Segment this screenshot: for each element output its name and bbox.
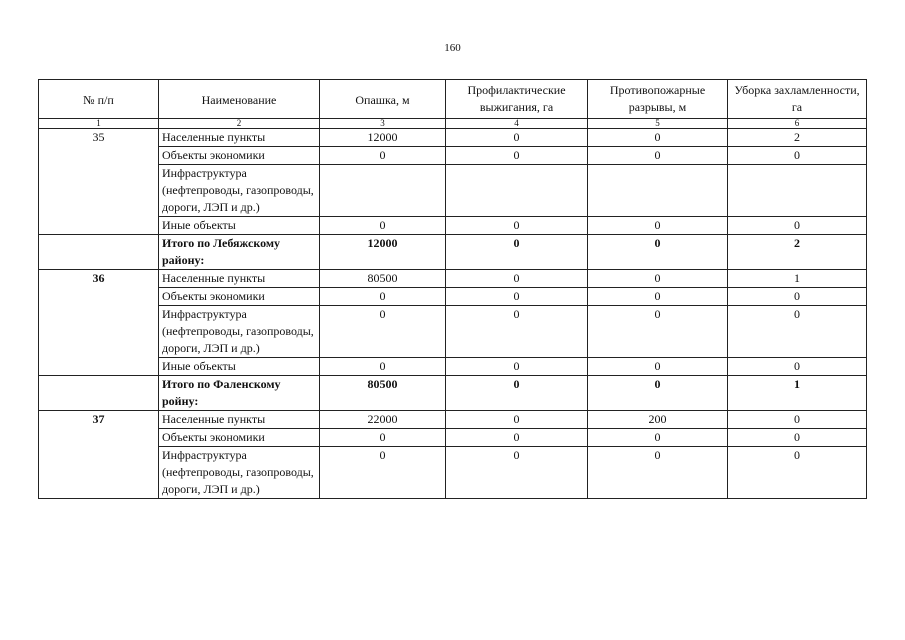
burning-cell: 0 [446,447,588,499]
plowing-cell: 0 [320,147,446,165]
total-name: Итого по Фаленскому ройну: [159,376,320,411]
firebreaks-cell: 0 [588,147,728,165]
column-number: 4 [446,119,588,129]
header-row [39,80,867,119]
column-number: 2 [159,119,320,129]
table-row [39,270,867,288]
plowing-cell: 0 [320,217,446,235]
plowing-cell: 0 [320,358,446,376]
row-name: Инфраструктура (нефтепроводы, газопроводы, дороги, ЛЭП и др.) [159,165,320,217]
burning-cell: 0 [446,429,588,447]
firebreaks-cell: 0 [588,306,728,358]
header-plowing: Опашка, м [320,80,446,119]
cleanup-cell: 2 [728,235,867,270]
cleanup-cell [728,165,867,217]
row-number: 37 [39,411,159,499]
table-row [39,447,867,499]
burning-cell: 0 [446,358,588,376]
row-name: Населенные пункты [159,129,320,147]
row-name: Инфраструктура (нефтепроводы, газопроводы, дороги, ЛЭП и др.) [159,306,320,358]
cleanup-cell: 2 [728,129,867,147]
burning-cell: 0 [446,270,588,288]
row-name: Населенные пункты [159,411,320,429]
table-row [39,217,867,235]
firebreaks-cell: 0 [588,235,728,270]
header-number: № п/п [39,80,159,119]
header-name: Наименование [159,80,320,119]
burning-cell: 0 [446,217,588,235]
cleanup-cell: 0 [728,358,867,376]
plowing-cell: 12000 [320,129,446,147]
fire-prevention-table [38,79,867,499]
plowing-cell: 12000 [320,235,446,270]
row-number [39,376,159,411]
plowing-cell: 22000 [320,411,446,429]
plowing-cell: 0 [320,429,446,447]
burning-cell: 0 [446,147,588,165]
plowing-cell: 80500 [320,270,446,288]
row-number: 36 [39,270,159,376]
burning-cell: 0 [446,376,588,411]
row-name: Объекты экономики [159,288,320,306]
cleanup-cell: 0 [728,447,867,499]
firebreaks-cell: 200 [588,411,728,429]
burning-cell [446,165,588,217]
row-number [39,235,159,270]
column-number-row [39,119,867,129]
table-row [39,429,867,447]
column-number: 1 [39,119,159,129]
burning-cell: 0 [446,306,588,358]
table-row [39,411,867,429]
table-row [39,288,867,306]
row-name: Объекты экономики [159,147,320,165]
plowing-cell: 0 [320,306,446,358]
cleanup-cell: 0 [728,147,867,165]
header-cleanup: Уборка захламленности, га [728,80,867,119]
total-row [39,235,867,270]
burning-cell: 0 [446,235,588,270]
row-name: Иные объекты [159,358,320,376]
table-row [39,129,867,147]
firebreaks-cell: 0 [588,358,728,376]
total-name: Итого по Лебяжскому району: [159,235,320,270]
firebreaks-cell: 0 [588,429,728,447]
firebreaks-cell: 0 [588,217,728,235]
total-row [39,376,867,411]
cleanup-cell: 0 [728,288,867,306]
cleanup-cell: 1 [728,270,867,288]
firebreaks-cell: 0 [588,447,728,499]
firebreaks-cell: 0 [588,129,728,147]
header-burning: Профилактические выжигания, га [446,80,588,119]
row-name: Инфраструктура (нефтепроводы, газопроводы, дороги, ЛЭП и др.) [159,447,320,499]
plowing-cell [320,165,446,217]
cleanup-cell: 0 [728,411,867,429]
table-row [39,147,867,165]
row-name: Населенные пункты [159,270,320,288]
burning-cell: 0 [446,411,588,429]
table-row [39,165,867,217]
page-number: 160 [444,42,461,54]
firebreaks-cell [588,165,728,217]
plowing-cell: 0 [320,447,446,499]
table-row [39,358,867,376]
column-number: 3 [320,119,446,129]
header-firebreaks: Противопожарные разрывы, м [588,80,728,119]
cleanup-cell: 0 [728,217,867,235]
column-number: 6 [728,119,867,129]
firebreaks-cell: 0 [588,288,728,306]
plowing-cell: 80500 [320,376,446,411]
row-name: Иные объекты [159,217,320,235]
burning-cell: 0 [446,288,588,306]
table-row [39,306,867,358]
row-name: Объекты экономики [159,429,320,447]
column-number: 5 [588,119,728,129]
firebreaks-cell: 0 [588,270,728,288]
firebreaks-cell: 0 [588,376,728,411]
row-number: 35 [39,129,159,235]
cleanup-cell: 0 [728,429,867,447]
cleanup-cell: 0 [728,306,867,358]
burning-cell: 0 [446,129,588,147]
plowing-cell: 0 [320,288,446,306]
cleanup-cell: 1 [728,376,867,411]
